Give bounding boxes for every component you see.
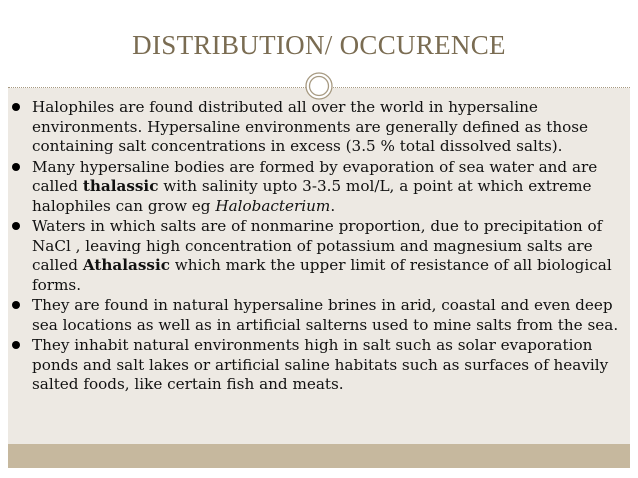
bullet-dot-icon <box>12 103 20 111</box>
slide-title: DISTRIBUTION/ OCCURENCE <box>132 30 506 60</box>
bullet-bold-term: thalassic <box>82 177 159 195</box>
bullet-item <box>12 336 624 395</box>
divider-circle-icon <box>305 72 333 100</box>
bullet-text: Halophiles are found distributed all over the world in hypersaline environments. Hypersaline environments are generally defined as those containing salt concentrations in excess (3.5 % total dissolved salts). <box>32 98 589 155</box>
bullet-text: with salinity upto 3-3.5 mol/L, a point at which extreme halophiles can grow eg <box>32 177 592 215</box>
bullet-text: They are found in natural hypersaline brines in arid, coastal and even deep sea locations as well as in artificial salterns used to mine salts from the sea. <box>32 296 619 334</box>
bullet-item <box>12 217 624 295</box>
bullet-dot-icon <box>12 222 20 230</box>
bullet-item <box>12 158 624 217</box>
bullet-text: . <box>330 196 336 215</box>
bullet-text: which mark the upper limit of resistance of all biological forms. <box>32 256 612 294</box>
bullet-list <box>12 98 624 396</box>
bullet-item <box>12 296 624 335</box>
bullet-italic-term: Halobacterium <box>215 196 331 215</box>
bullet-bold-term: Athalassic <box>82 256 170 274</box>
bullet-text: Many hypersaline bodies are formed by evaporation of sea water and are called <box>32 157 598 195</box>
bullet-dot-icon <box>12 301 20 309</box>
bullet-text: Waters in which salts are of nonmarine proportion, due to precipitation of NaCl , leaving high concentration of potassium and magnesium salts are called <box>32 217 603 274</box>
footer-bar <box>8 444 630 468</box>
bullet-item <box>12 98 624 157</box>
bullet-dot-icon <box>12 341 20 349</box>
bullet-text: They inhabit natural environments high in salt such as solar evaporation ponds and salt lakes or artificial saline habitats such as surfaces of heavily salted foods, like certain fish and meats. <box>32 336 609 393</box>
bullet-dot-icon <box>12 163 20 171</box>
